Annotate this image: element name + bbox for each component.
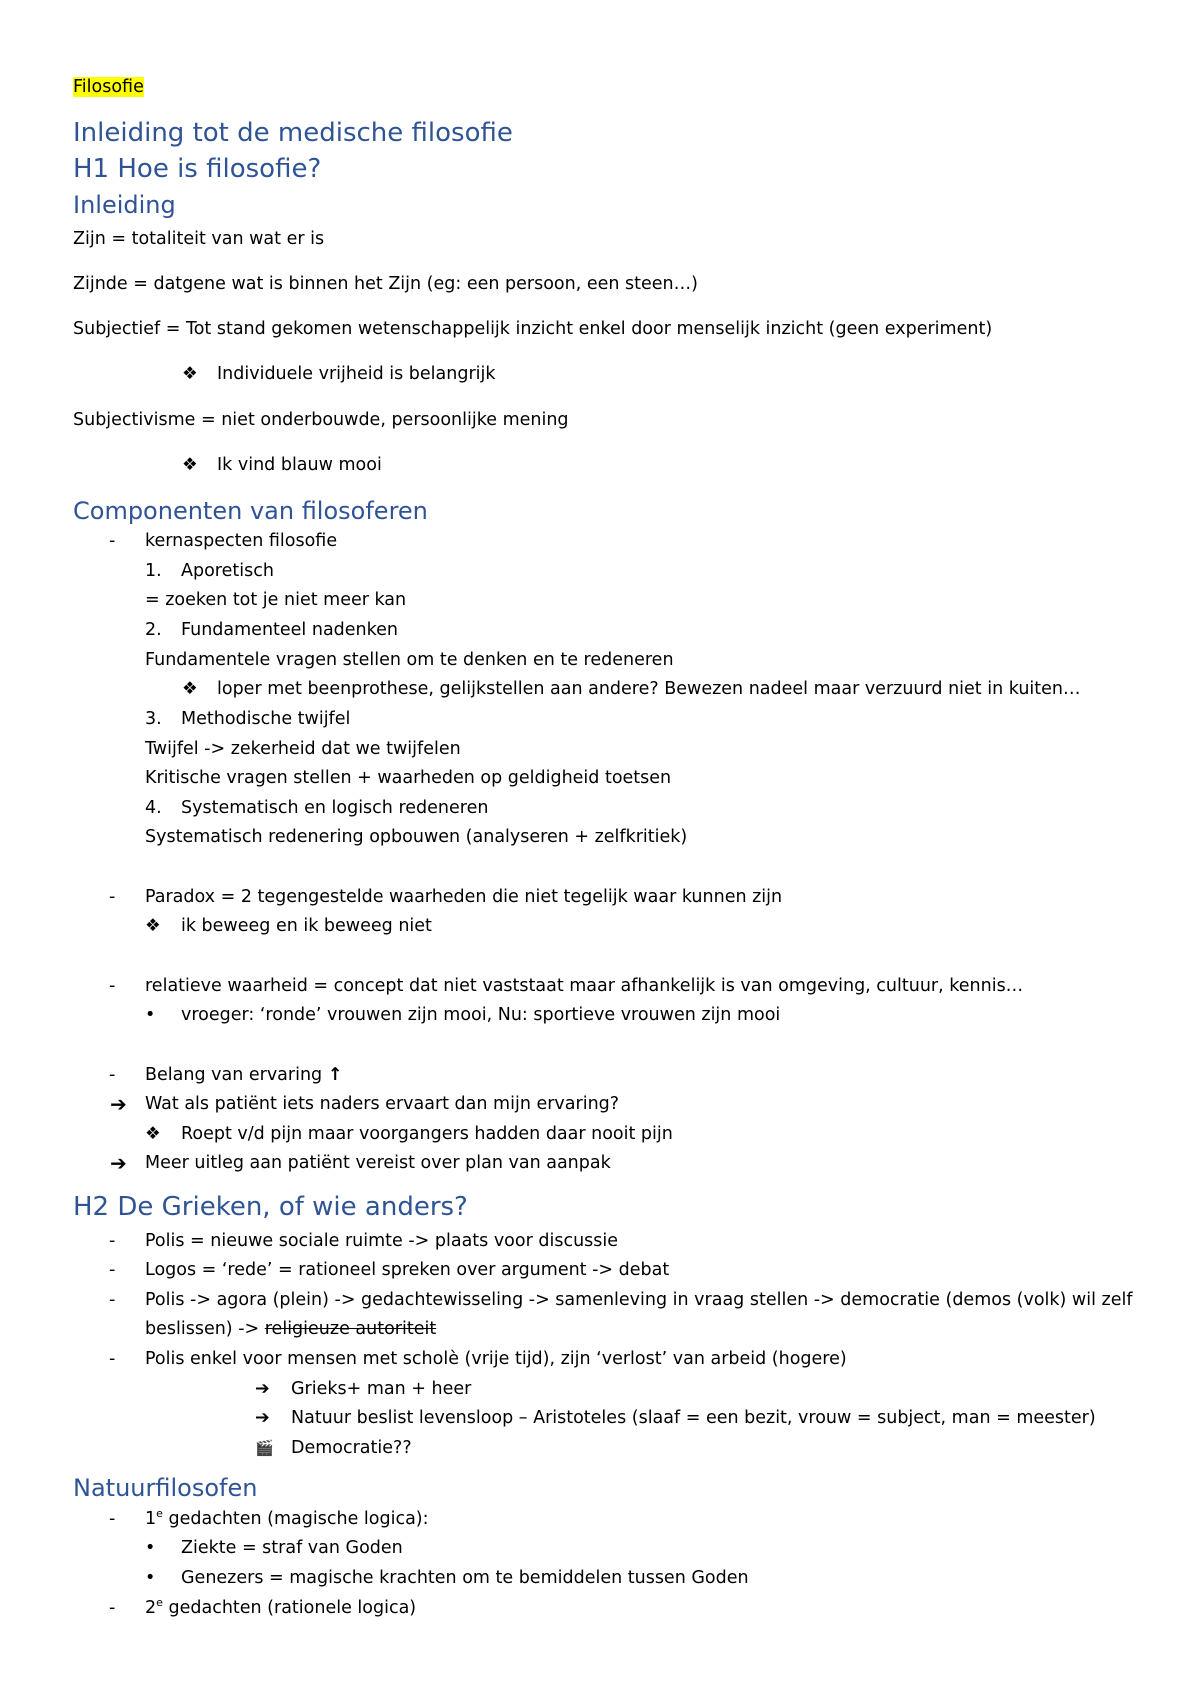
list-item-text: Fundamentele vragen stellen om te denken en te redeneren [145, 650, 674, 670]
list-item-text: Belang van ervaring [145, 1065, 323, 1085]
diamond-bullet-icon: ❖ [145, 916, 161, 936]
list-item: Polis -> agora (plein) -> gedachtewisseling -> samenleving in vraag stellen -> democratie (demos (volk) wil zelf [145, 1290, 1133, 1310]
round-bullet: • [145, 1538, 156, 1558]
dash-bullet: - [109, 1260, 116, 1280]
list-item [145, 1597, 416, 1619]
list-item: loper met beenprothese, gelijkstellen aan andere? Bewezen nadeel maar verzuurd niet in kuiten… [217, 679, 1081, 699]
list-item-text: Twijfel -> zekerheid dat we twijfelen [145, 739, 461, 759]
paragraph: Subjectivisme = niet onderbouwde, persoonlijke mening [73, 410, 569, 430]
chapter-heading-h2: H2 De Grieken, of wie anders? [73, 1192, 468, 1222]
clapperboard-icon: 🎬 [255, 1439, 274, 1457]
list-item: Systematisch en logisch redeneren [181, 798, 489, 818]
list-item: Wat als patiënt iets naders ervaart dan mijn ervaring? [145, 1094, 620, 1114]
chapter-heading-h1: H1 Hoe is filosofie? [73, 154, 322, 184]
diamond-bullet-icon: ❖ [182, 679, 198, 699]
highlighted-title: Filosofie [73, 77, 144, 97]
list-number: 2. [145, 620, 162, 640]
list-item: Aporetisch [181, 561, 274, 581]
list-item-continuation [145, 1318, 436, 1340]
section-heading-natuurfilosofen: Natuurfilosofen [73, 1474, 258, 1502]
list-item: Polis = nieuwe sociale ruimte -> plaats voor discussie [145, 1231, 619, 1251]
list-item: Fundamenteel nadenken [181, 620, 398, 640]
dash-bullet: - [109, 887, 116, 907]
list-item-text: beslissen) -> [145, 1319, 265, 1339]
list-item: Ziekte = straf van Goden [181, 1538, 403, 1558]
list-item: Paradox = 2 tegengestelde waarheden die niet tegelijk waar kunnen zijn [145, 887, 783, 907]
list-item [145, 1508, 429, 1530]
paragraph: Zijnde = datgene wat is binnen het Zijn (eg: een persoon, een steen…) [73, 274, 698, 294]
list-item: Polis enkel voor mensen met scholè (vrije tijd), zijn ‘verlost’ van arbeid (hogere) [145, 1349, 847, 1369]
ordinal-suffix: e [156, 1596, 163, 1610]
list-item: Logos = ‘rede’ = rationeel spreken over argument -> debat [145, 1260, 670, 1280]
dash-bullet: - [109, 1290, 116, 1310]
list-item-text: Kritische vragen stellen + waarheden op geldigheid toetsen [145, 768, 672, 788]
list-item-text: gedachten (magische logica): [162, 1509, 429, 1529]
diamond-bullet-icon: ❖ [182, 364, 198, 384]
ordinal-number: 2 [145, 1598, 157, 1618]
document-label [73, 76, 144, 98]
list-item: Methodische twijfel [181, 709, 351, 729]
list-item: Individuele vrijheid is belangrijk [217, 364, 496, 384]
dash-bullet: - [109, 1065, 116, 1085]
list-item: Grieks+ man + heer [291, 1379, 472, 1399]
list-item: Meer uitleg aan patiënt vereist over plan van aanpak [145, 1153, 611, 1173]
round-bullet: • [145, 1005, 156, 1025]
main-heading: Inleiding tot de medische filosofie [73, 118, 513, 148]
list-item-text: Systematisch redenering opbouwen (analyseren + zelfkritiek) [145, 827, 688, 847]
list-item: vroeger: ‘ronde’ vrouwen zijn mooi, Nu: sportieve vrouwen zijn mooi [181, 1005, 781, 1025]
arrow-icon: ➔ [255, 1379, 270, 1399]
list-item: relatieve waarheid = concept dat niet vaststaat maar afhankelijk is van omgeving, cultuur, kennis… [145, 976, 1024, 996]
dash-bullet: - [109, 1231, 116, 1251]
list-number: 1. [145, 561, 162, 581]
list-item: ik beweeg en ik beweeg niet [181, 916, 432, 936]
section-heading-componenten: Componenten van filosoferen [73, 497, 428, 525]
bold-arrow-icon: ➔ [110, 1092, 127, 1116]
list-item: Genezers = magische krachten om te bemiddelen tussen Goden [181, 1568, 749, 1588]
dash-bullet: - [109, 1509, 116, 1529]
list-number: 4. [145, 798, 162, 818]
list-number: 3. [145, 709, 162, 729]
arrow-icon: ➔ [255, 1408, 270, 1428]
struck-text: religieuze autoriteit [264, 1319, 437, 1339]
list-item: Roept v/d pijn maar voorgangers hadden daar nooit pijn [181, 1124, 673, 1144]
paragraph: Zijn = totaliteit van wat er is [73, 229, 325, 249]
list-item: kernaspecten filosofie [145, 531, 338, 551]
list-item: Democratie?? [291, 1438, 412, 1458]
diamond-bullet-icon: ❖ [182, 455, 198, 475]
up-arrow-icon: ↑ [327, 1065, 343, 1085]
dash-bullet: - [109, 531, 116, 551]
list-item-text: gedachten (rationele logica) [162, 1598, 417, 1618]
list-item: Ik vind blauw mooi [217, 455, 382, 475]
round-bullet: • [145, 1568, 156, 1588]
paragraph: Subjectief = Tot stand gekomen wetenschappelijk inzicht enkel door menselijk inzicht (geen experiment) [73, 319, 993, 339]
ordinal-suffix: e [156, 1507, 163, 1521]
list-item: Natuur beslist levensloop – Aristoteles (slaaf = een bezit, vrouw = subject, man = meester) [291, 1408, 1096, 1428]
list-item-text: = zoeken tot je niet meer kan [145, 590, 407, 610]
diamond-bullet-icon: ❖ [145, 1124, 161, 1144]
dash-bullet: - [109, 1349, 116, 1369]
bold-arrow-icon: ➔ [110, 1151, 127, 1175]
dash-bullet: - [109, 1598, 116, 1618]
section-heading-inleiding: Inleiding [73, 191, 176, 219]
list-item [145, 1064, 342, 1086]
dash-bullet: - [109, 976, 116, 996]
ordinal-number: 1 [145, 1509, 157, 1529]
